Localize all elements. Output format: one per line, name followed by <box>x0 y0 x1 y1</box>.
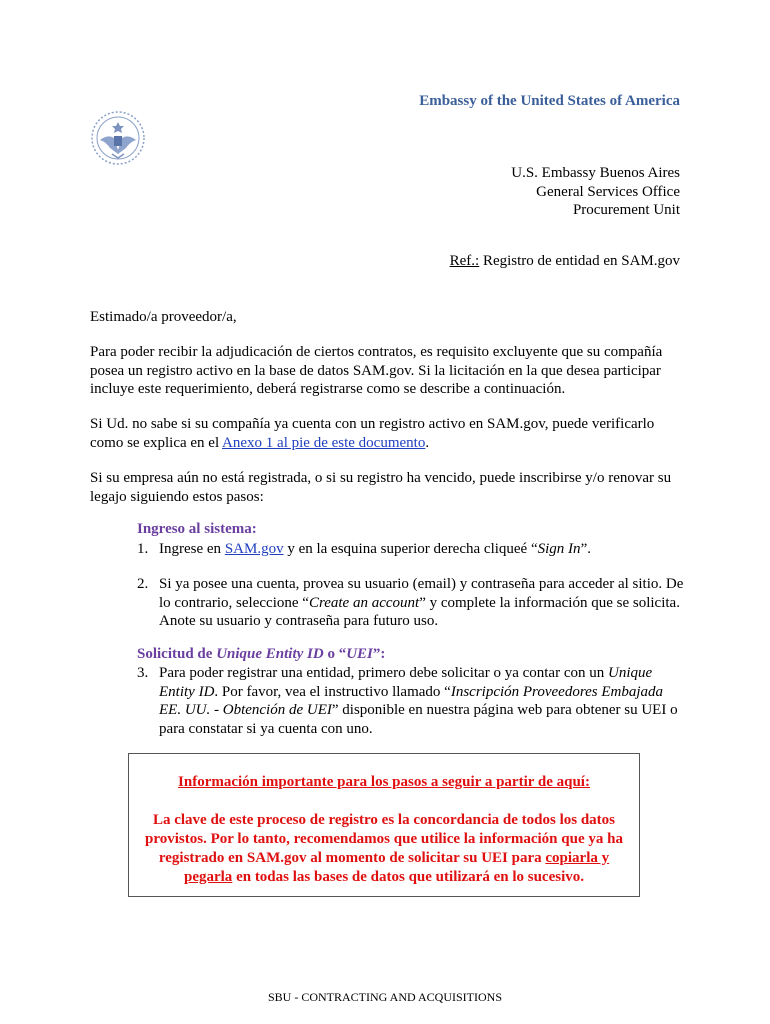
address-line-3: Procurement Unit <box>572 202 680 218</box>
section-uei-title-i2: UEI <box>346 646 373 662</box>
important-notice-box <box>128 753 640 897</box>
annex-1-link[interactable]: Anexo 1 al pie de este documento <box>222 434 426 451</box>
step-3 <box>137 664 687 738</box>
paragraph-3 <box>90 469 690 506</box>
notice-message-copy-paste: copiarla y pegarla <box>183 850 610 885</box>
step-2-text-a: Si ya posee una cuenta, provea su usuario (email) y contraseña para acceder al sitio. De lo contrario, seleccione “ <box>159 576 684 611</box>
step-3-text-b: . Por favor, vea el instructivo llamado “ <box>214 683 451 700</box>
address-line-2: General Services Office <box>536 183 680 200</box>
notice-heading-colon: : <box>584 774 590 790</box>
section-uei-title-c: ”: <box>372 646 386 662</box>
step-3-text-a: Para poder registrar una entidad, primero debe solicitar o ya contar con un <box>159 665 608 681</box>
step-1-text-c: ”. <box>580 541 591 557</box>
step-1-text-a: Ingrese en <box>159 541 225 557</box>
address-line-1: U.S. Embassy Buenos Aires <box>511 165 680 181</box>
page-footer: SBU - CONTRACTING AND ACQUISITIONS <box>267 990 502 1004</box>
step-3-uei: Unique Entity ID <box>159 665 653 700</box>
section-uei-title-a: Solicitud de <box>137 646 217 662</box>
paragraph-1-text: Para poder recibir la adjudicación de ciertos contratos, es requisito excluyente que su compañía posea un registro activo en la base de datos SAM.gov. Si la licitación en la que desea participar incluye este requerimiento, deberá registrarse como se describe a continuación. <box>90 344 663 397</box>
section-uei-title <box>137 646 385 663</box>
reference-line <box>450 253 680 270</box>
notice-message-a: La clave de este proceso de registro es la concordancia de todos los datos provistos. Por lo tanto, recomendamos que utilice la información que ya ha registrado en SAM.gov al momento de solicitar su UEI para <box>145 812 623 866</box>
section-uei-title-b: o “ <box>323 646 347 662</box>
step-1 <box>137 540 687 559</box>
notice-heading-text: Información importante para los pasos a seguir a partir de aquí <box>178 774 585 790</box>
step-3-text-c: ” disponible en nuestra página web para obtener su UEI o para constatar si ya cuenta con uno. <box>159 702 678 737</box>
greeting: Estimado/a proveedor/a, <box>90 309 237 325</box>
embassy-address <box>511 164 680 220</box>
notice-heading <box>129 773 639 792</box>
embassy-title: Embassy of the United States of America <box>419 93 680 109</box>
step-1-sign-in: Sign In <box>537 541 581 557</box>
step-1-text-b: y en la esquina superior derecha cliqueé “ <box>283 541 538 557</box>
sam-gov-link[interactable]: SAM.gov <box>224 541 284 557</box>
section-login-title: Ingreso al sistema: <box>137 521 257 537</box>
ref-label: Ref.: <box>449 253 480 269</box>
section-uei-title-i: Unique Entity ID <box>216 646 324 662</box>
step-2-create-account: Create an account <box>308 594 420 611</box>
embassy-seal-icon <box>90 110 146 166</box>
ref-text: Registro de entidad en SAM.gov <box>479 253 680 269</box>
paragraph-2 <box>90 415 690 452</box>
step-3-number: 3. <box>137 665 149 681</box>
notice-message-b: en todas las bases de datos que utilizará en lo sucesivo. <box>232 869 585 885</box>
step-3-guide-name: Inscripción Proveedores Embajada EE. UU. - Obtención de UEI <box>159 683 664 718</box>
step-2-number: 2. <box>137 576 149 592</box>
step-2 <box>137 575 687 631</box>
paragraph-2-text-a: Si Ud. no sabe si su compañía ya cuenta con un registro activo en SAM.gov, puede verificarlo como se explica en el <box>90 416 655 451</box>
step-2-text-b: ” y complete la información que se solicita. Anote su usuario y contraseña para futuro uso. <box>159 594 680 629</box>
paragraph-1 <box>90 343 690 399</box>
paragraph-3-text: Si su empresa aún no está registrada, o si su registro ha vencido, puede inscribirse y/o renovar su legajo siguiendo estos pasos: <box>90 470 672 505</box>
notice-message <box>139 811 629 887</box>
step-1-number: 1. <box>137 541 149 557</box>
paragraph-2-text-b: . <box>425 434 430 451</box>
